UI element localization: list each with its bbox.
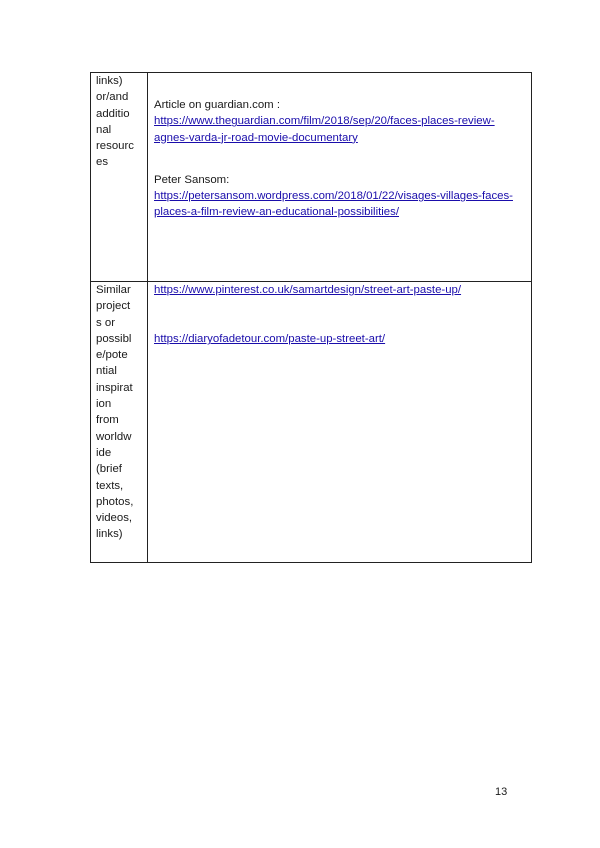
table-row: [91, 282, 532, 563]
label-line: or/and: [96, 91, 129, 104]
table-row: [91, 73, 532, 282]
guardian-article-link[interactable]: [154, 113, 525, 129]
label-line: s or: [96, 316, 115, 329]
link-line: https://petersansom.wordpress.com/2018/01/22/visages-villages-faces-: [154, 190, 513, 203]
peter-sansom-link[interactable]: [154, 188, 525, 204]
label-line: ide: [96, 446, 112, 459]
spacer: [154, 73, 525, 97]
row-label-similar-projects: [91, 282, 148, 563]
link-line: https://www.theguardian.com/film/2018/sep/20/faces-places-review-: [154, 115, 495, 128]
label-line: texts,: [96, 479, 124, 492]
label-line: e/pote: [96, 349, 128, 362]
label-line: ion: [96, 398, 112, 411]
page-number: 13: [495, 786, 508, 798]
label-line: possibl: [96, 332, 132, 345]
label-line: Similar: [96, 284, 131, 296]
resources-table: [90, 72, 532, 563]
link-line: https://www.pinterest.co.uk/samartdesign/street-art-paste-up/: [154, 284, 462, 296]
label-line: resourc: [96, 140, 134, 153]
diary-of-a-detour-link[interactable]: [154, 331, 525, 347]
pinterest-link[interactable]: [154, 282, 525, 298]
label-line: ntial: [96, 365, 117, 378]
label-line: photos,: [96, 495, 134, 508]
label-line: videos,: [96, 512, 133, 525]
label-line: links): [96, 528, 123, 541]
label-line: links): [96, 75, 123, 87]
spacer: [154, 298, 525, 331]
label-line: worldw: [96, 430, 132, 443]
link-line: agnes-varda-jr-road-movie-documentary: [154, 131, 358, 144]
label-line: from: [96, 414, 119, 427]
label-line: project: [96, 300, 131, 313]
row-label-resources: [91, 73, 148, 282]
label-line: inspirat: [96, 381, 133, 394]
label-line: es: [96, 156, 109, 169]
guardian-article-link-continued[interactable]: [154, 130, 525, 146]
label-line: (brief: [96, 463, 122, 476]
resources-content: [148, 73, 532, 282]
label-line: additio: [96, 107, 130, 120]
link-line: https://diaryofadetour.com/paste-up-street-art/: [154, 333, 386, 346]
link-line: places-a-film-review-an-educational-possibilities/: [154, 206, 399, 219]
label-line: nal: [96, 123, 112, 136]
spacer: [154, 146, 525, 172]
similar-projects-content: [148, 282, 532, 563]
guardian-article-title: Article on guardian.com :: [154, 99, 280, 111]
peter-sansom-link-continued[interactable]: [154, 204, 525, 220]
peter-sansom-title: Peter Sansom:: [154, 173, 230, 186]
